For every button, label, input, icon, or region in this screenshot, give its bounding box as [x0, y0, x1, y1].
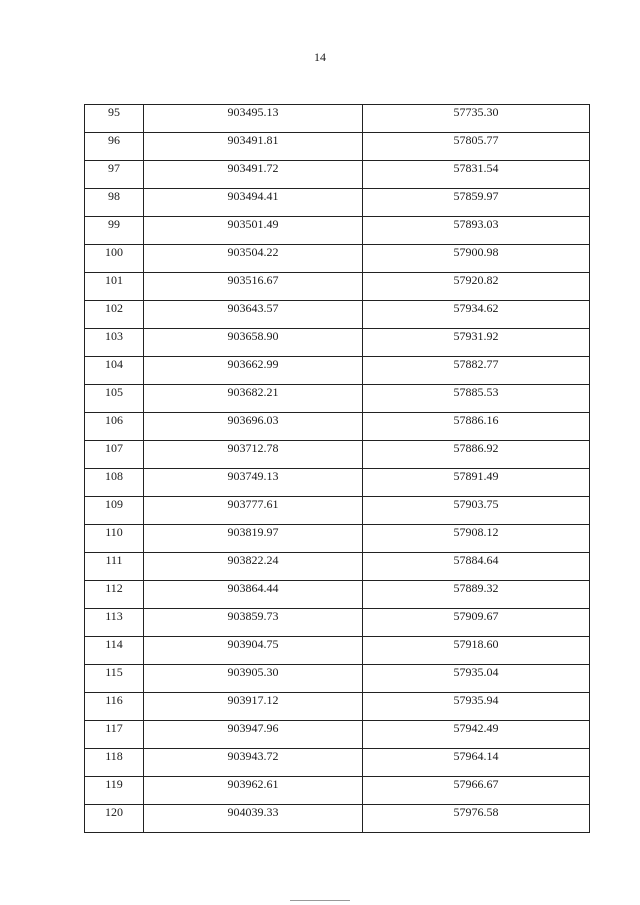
table-row: [85, 301, 590, 329]
y-coordinate-cell: 57884.64: [363, 553, 590, 581]
table-row: [85, 105, 590, 133]
table-row: [85, 525, 590, 553]
table-row: [85, 413, 590, 441]
y-coordinate-cell: 57931.92: [363, 329, 590, 357]
table-row: [85, 217, 590, 245]
x-coordinate-cell: 903504.22: [144, 245, 363, 273]
point-number-cell: 103: [85, 329, 144, 357]
y-coordinate-cell: 57918.60: [363, 637, 590, 665]
point-number-cell: 95: [85, 105, 144, 133]
point-number-cell: 110: [85, 525, 144, 553]
y-coordinate-cell: 57886.16: [363, 413, 590, 441]
page-number: 14: [314, 50, 326, 64]
coordinates-table: [84, 104, 590, 833]
table-row: [85, 273, 590, 301]
x-coordinate-cell: 903491.81: [144, 133, 363, 161]
point-number-cell: 108: [85, 469, 144, 497]
point-number-cell: 114: [85, 637, 144, 665]
y-coordinate-cell: 57831.54: [363, 161, 590, 189]
point-number-cell: 106: [85, 413, 144, 441]
x-coordinate-cell: 903696.03: [144, 413, 363, 441]
table-row: [85, 469, 590, 497]
x-coordinate-cell: 903864.44: [144, 581, 363, 609]
x-coordinate-cell: 903501.49: [144, 217, 363, 245]
table-row: [85, 581, 590, 609]
y-coordinate-cell: 57891.49: [363, 469, 590, 497]
y-coordinate-cell: 57882.77: [363, 357, 590, 385]
table-row: [85, 385, 590, 413]
point-number-cell: 113: [85, 609, 144, 637]
x-coordinate-cell: 903662.99: [144, 357, 363, 385]
table-row: [85, 805, 590, 833]
y-coordinate-cell: 57942.49: [363, 721, 590, 749]
x-coordinate-cell: 903947.96: [144, 721, 363, 749]
x-coordinate-cell: 903682.21: [144, 385, 363, 413]
x-coordinate-cell: 903917.12: [144, 693, 363, 721]
point-number-cell: 97: [85, 161, 144, 189]
point-number-cell: 111: [85, 553, 144, 581]
x-coordinate-cell: 903904.75: [144, 637, 363, 665]
table-row: [85, 133, 590, 161]
table-row: [85, 721, 590, 749]
point-number-cell: 99: [85, 217, 144, 245]
y-coordinate-cell: 57885.53: [363, 385, 590, 413]
table-row: [85, 441, 590, 469]
x-coordinate-cell: 903712.78: [144, 441, 363, 469]
x-coordinate-cell: 903658.90: [144, 329, 363, 357]
table-row: [85, 665, 590, 693]
y-coordinate-cell: 57859.97: [363, 189, 590, 217]
y-coordinate-cell: 57886.92: [363, 441, 590, 469]
point-number-cell: 104: [85, 357, 144, 385]
table-row: [85, 245, 590, 273]
point-number-cell: 109: [85, 497, 144, 525]
point-number-cell: 117: [85, 721, 144, 749]
scan-mark: [290, 900, 350, 901]
point-number-cell: 105: [85, 385, 144, 413]
table-row: [85, 189, 590, 217]
coordinates-table-body: [85, 105, 590, 833]
x-coordinate-cell: 903494.41: [144, 189, 363, 217]
y-coordinate-cell: 57935.04: [363, 665, 590, 693]
y-coordinate-cell: 57964.14: [363, 749, 590, 777]
table-row: [85, 777, 590, 805]
table-row: [85, 693, 590, 721]
table-row: [85, 329, 590, 357]
table-row: [85, 357, 590, 385]
table-row: [85, 637, 590, 665]
y-coordinate-cell: 57889.32: [363, 581, 590, 609]
y-coordinate-cell: 57966.67: [363, 777, 590, 805]
y-coordinate-cell: 57908.12: [363, 525, 590, 553]
point-number-cell: 115: [85, 665, 144, 693]
point-number-cell: 119: [85, 777, 144, 805]
y-coordinate-cell: 57903.75: [363, 497, 590, 525]
x-coordinate-cell: 903962.61: [144, 777, 363, 805]
point-number-cell: 101: [85, 273, 144, 301]
x-coordinate-cell: 903516.67: [144, 273, 363, 301]
y-coordinate-cell: 57909.67: [363, 609, 590, 637]
x-coordinate-cell: 903749.13: [144, 469, 363, 497]
x-coordinate-cell: 903905.30: [144, 665, 363, 693]
table-row: [85, 497, 590, 525]
x-coordinate-cell: 903495.13: [144, 105, 363, 133]
x-coordinate-cell: 903777.61: [144, 497, 363, 525]
y-coordinate-cell: 57934.62: [363, 301, 590, 329]
point-number-cell: 96: [85, 133, 144, 161]
y-coordinate-cell: 57893.03: [363, 217, 590, 245]
table-row: [85, 749, 590, 777]
table-row: [85, 161, 590, 189]
y-coordinate-cell: 57900.98: [363, 245, 590, 273]
y-coordinate-cell: 57935.94: [363, 693, 590, 721]
point-number-cell: 112: [85, 581, 144, 609]
x-coordinate-cell: 903822.24: [144, 553, 363, 581]
table-row: [85, 609, 590, 637]
point-number-cell: 102: [85, 301, 144, 329]
y-coordinate-cell: 57735.30: [363, 105, 590, 133]
point-number-cell: 100: [85, 245, 144, 273]
point-number-cell: 118: [85, 749, 144, 777]
y-coordinate-cell: 57805.77: [363, 133, 590, 161]
y-coordinate-cell: 57976.58: [363, 805, 590, 833]
point-number-cell: 116: [85, 693, 144, 721]
point-number-cell: 98: [85, 189, 144, 217]
x-coordinate-cell: 903859.73: [144, 609, 363, 637]
x-coordinate-cell: 903491.72: [144, 161, 363, 189]
y-coordinate-cell: 57920.82: [363, 273, 590, 301]
point-number-cell: 120: [85, 805, 144, 833]
x-coordinate-cell: 904039.33: [144, 805, 363, 833]
x-coordinate-cell: 903819.97: [144, 525, 363, 553]
x-coordinate-cell: 903943.72: [144, 749, 363, 777]
table-row: [85, 553, 590, 581]
point-number-cell: 107: [85, 441, 144, 469]
x-coordinate-cell: 903643.57: [144, 301, 363, 329]
